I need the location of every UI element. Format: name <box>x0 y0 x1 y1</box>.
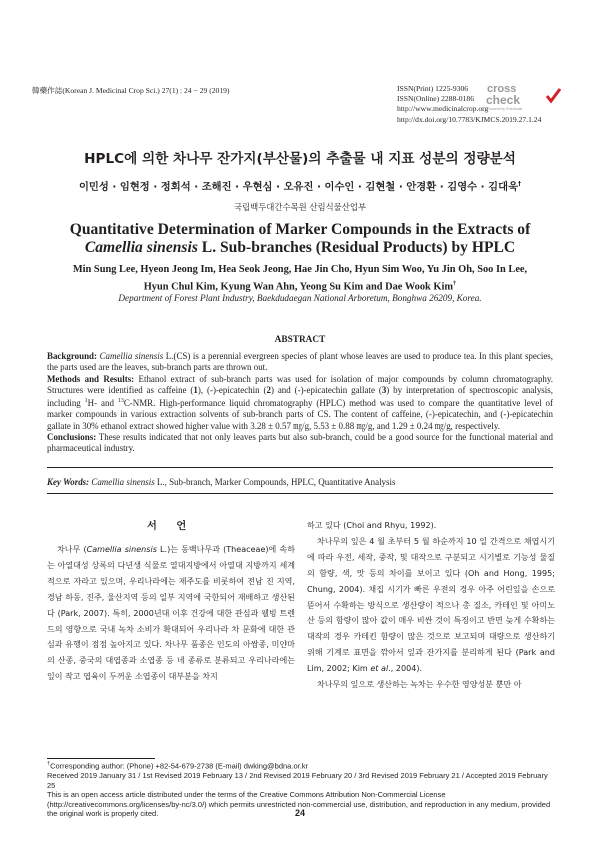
doi-link[interactable]: http://dx.doi.org/10.7783/KJMCS.2019.27.1.24 <box>397 114 542 124</box>
page-number: 24 <box>294 808 305 818</box>
crosscheck-logo-top: cross <box>487 83 517 95</box>
keywords-divider <box>47 493 553 494</box>
footnote-divider <box>47 758 155 759</box>
korean-title: HPLC에 의한 차나무 잔가지(부산물)의 추출물 내 지표 성분의 정량분석 <box>84 151 516 167</box>
crosscheck-logo <box>485 82 565 112</box>
abstract-conclusions: Conclusions: These results indicated that not only leaves parts but also sub-branch, could be a good source for the functional material and pharmaceutical industry. <box>47 432 553 454</box>
crosscheck-powered: Powered by iThenticate <box>487 107 523 111</box>
abstract-divider <box>47 467 553 468</box>
abstract-background: Background: Camellia sinensis L.(CS) is a perennial evergreen species of plant whose leaves are used to produce tea. In this plant species, the parts used are the leaves, sub-branch parts are thrown out. <box>47 351 553 373</box>
corresponding-author: †Corresponding author: (Phone) +82-54-679-2738 (E-mail) dwking@bdna.or.kr <box>47 761 309 771</box>
crosscheck-logo-bottom: check <box>486 93 521 107</box>
abstract-methods: Methods and Results: Ethanol extract of sub-branch parts was used for isolation of major compounds by column chromatography. Structures were identified as caffeine (1), (-)-epicatechin (2) and (-)-epicatechin gallate (3) by interpretation of spectroscopic analysis, including $^1$H- and $^{13}$C-NMR. High-performance liquid chromatography (HPLC) method was used to compare the quantitative level of marker compounds in various extraction solvents of sub-branch parts of CS. The content of caffeine, (-)-epicatechin, and (-)-epicatechin gallate in 30% ethanol extract showed higher value with 3.28 ± 0.57 ㎎/g, 5.53 ± 0.88 ㎎/g, and 1.29 ± 0.24 ㎎/g, respectively. <box>47 373 554 431</box>
license-text: This is an open access article distributed under the terms of the Creative Commons Attribution Non-Commercial License (http://creativecommons.org/licenses/by-nc/3.0/) which permits unrestricted non-commercial use, distribution, and reproduction in any medium, provided the original work is properly cited. <box>47 790 551 819</box>
issn-print: ISSN(Print) 1225-9306 <box>397 84 469 93</box>
right-column <box>307 518 555 693</box>
intro-paragraph: 차나무 (Camellia sinensis L.)는 동백나무과 (Theaceae)에 속하는 아열대성 상록의 다년생 식물로 열대지방에서 아열대 지방까지 세계적으로 자라고 있으며, 우리나라에는 제주도를 비롯하여 전남 진 지역, 경남 하동, 진주, 울산지역 등의 일부 지역에 국한되어 재배하고 생산된다 (Park, 2007). 특히, 2000년대 이후 건강에 대한 관심과 웰빙 트렌드의 영향으로 국내 녹차 소비가 확대되어 우리나라 차 문화에 대한 관심과 유행이 점점 높아지고 있다. 차나무 품종은 인도의 아쌈종, 미얀마의 산종, 중국의 대엽종과 소엽종 등 네 종류로 분류되고 우리나라에는 잎이 작고 엽육이 두꺼운 소엽종이 대부분을 차지 <box>47 545 295 682</box>
journal-citation: 韓藥作誌(Korean J. Medicinal Crop Sci.) 27(1) : 24 − 29 (2019) <box>32 86 230 95</box>
abstract-heading: ABSTRACT <box>274 335 326 345</box>
keywords: Key Words: Camellia sinensis L., Sub-branch, Marker Compounds, HPLC, Quantitative Analysis <box>47 477 396 487</box>
english-affiliation: Department of Forest Plant Industry, Baekdudaegan National Arboretum, Bonghwa 26209, Korea. <box>118 293 482 303</box>
intro-paragraph: 차나무의 잎은 4 월 초부터 5 월 하순까지 10 일 간격으로 채엽시기에 따라 우전, 세작, 중작, 및 대작으로 구분되고 시기별로 기능성 물질의 함량, 색, 맛 등의 차이를 보이고 있다 (Oh and Hong, 1995; Chung, 2004). 채집 시기가 빠른 우전의 경우 아주 어린잎을 손으로 뜯어서 수확하는 방식으로 생산량이 적으나 총 질소, 카테인 및 아미노산 등의 함량이 많아 값이 매우 비싼 것이 특징이고 반면 늦게 수확하는 대작의 경우 카테킨 함량이 많은 것으로 보고되며 대량으로 생산하기 위해 기계로 표면을 깎아서 잎과 잔가지를 분리하게 된다 (Park and Lim, 2002; Kim et al., 2004). <box>307 536 555 674</box>
intro-paragraph-continued: 하고 있다 (Choi and Rhyu, 1992). <box>307 521 437 530</box>
left-column <box>47 542 295 685</box>
korean-authors: 이민성 · 임현정 · 정회석 · 조해진 · 우현심 · 오유진 · 이수인 · 김현철 · 안경환 · 김영수 · 김대욱† <box>78 180 522 193</box>
check-mark-icon <box>547 89 560 101</box>
received-dates: Received 2019 January 31 / 1st Revised 2019 February 13 / 2nd Revised 2019 February 20 / 3rd Revised 2019 February 21 / Accepted 2019 February 25 <box>47 771 548 790</box>
introduction-heading: 서 언 <box>147 521 195 532</box>
english-title: Quantitative Determination of Marker Compounds in the Extracts of Camellia sinensis L. Sub-branches (Residual Products) by HPLC <box>69 221 531 256</box>
journal-url[interactable]: http://www.medicinalcrop.org <box>397 104 489 114</box>
english-authors: Min Sung Lee, Hyeon Jeong Im, Hea Seok Jeong, Hae Jin Cho, Hyun Sim Woo, Yu Jin Oh, Soo In Lee, Hyun Chul Kim, Kyung Wan Ahn, Yeong Su Kim and Dae Wook Kim† <box>72 264 528 293</box>
issn-online: ISSN(Online) 2288-0186 <box>397 94 474 104</box>
korean-affiliation: 국립백두대간수목원 산림식물산업부 <box>233 202 367 212</box>
intro-paragraph: 차나무의 잎으로 생산하는 녹차는 우수한 영양성분 뿐만 아 <box>317 680 522 690</box>
abstract-body <box>47 351 553 455</box>
